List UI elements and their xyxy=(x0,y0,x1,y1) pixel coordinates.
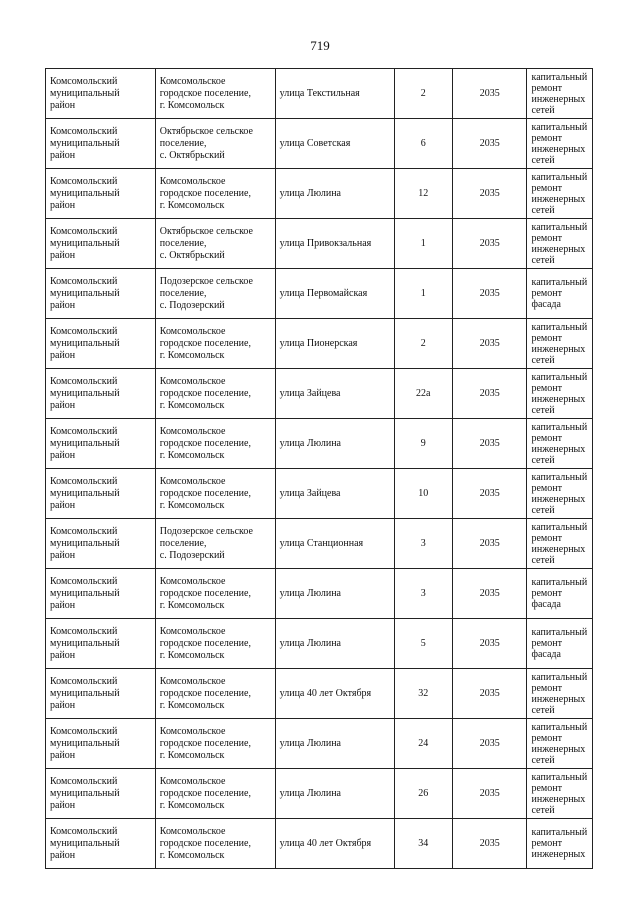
house-number-cell: 3 xyxy=(394,519,452,569)
page-number: 719 xyxy=(310,38,330,53)
table-row xyxy=(46,119,593,169)
house-number-cell: 22а xyxy=(394,369,452,419)
house-number-cell: 10 xyxy=(394,469,452,519)
table-row xyxy=(46,819,593,869)
settlement-cell: Октябрьское сельское поселение, с. Октябрьский xyxy=(155,119,275,169)
settlement-cell: Подозерское сельское поселение, с. Подозерский xyxy=(155,519,275,569)
house-number-cell: 2 xyxy=(394,319,452,369)
street-cell: улица 40 лет Октября xyxy=(275,669,394,719)
street-cell: улица Люлина xyxy=(275,419,394,469)
work-type-cell: капитальный ремонт инженерных сетей xyxy=(527,719,593,769)
district-cell: Комсомольский муниципальный район xyxy=(46,469,156,519)
work-type-cell: капитальный ремонт инженерных сетей xyxy=(527,219,593,269)
settlement-cell: Комсомольское городское поселение, г. Комсомольск xyxy=(155,669,275,719)
settlement-cell: Комсомольское городское поселение, г. Комсомольск xyxy=(155,419,275,469)
house-number-cell: 3 xyxy=(394,569,452,619)
district-cell: Комсомольский муниципальный район xyxy=(46,569,156,619)
house-number-cell: 12 xyxy=(394,169,452,219)
street-cell: улица Станционная xyxy=(275,519,394,569)
district-cell: Комсомольский муниципальный район xyxy=(46,819,156,869)
table-row xyxy=(46,369,593,419)
year-cell: 2035 xyxy=(452,569,527,619)
settlement-cell: Октябрьское сельское поселение, с. Октябрьский xyxy=(155,219,275,269)
house-number-cell: 1 xyxy=(394,219,452,269)
work-type-cell: капитальный ремонт инженерных сетей xyxy=(527,119,593,169)
table-row xyxy=(46,669,593,719)
table-row xyxy=(46,419,593,469)
table-row xyxy=(46,719,593,769)
street-cell: улица Люлина xyxy=(275,169,394,219)
table-row xyxy=(46,169,593,219)
house-number-cell: 1 xyxy=(394,269,452,319)
table-row xyxy=(46,619,593,669)
table-row xyxy=(46,269,593,319)
house-number-cell: 24 xyxy=(394,719,452,769)
settlement-cell: Комсомольское городское поселение, г. Комсомольск xyxy=(155,619,275,669)
year-cell: 2035 xyxy=(452,169,527,219)
year-cell: 2035 xyxy=(452,419,527,469)
work-type-cell: капитальный ремонт инженерных сетей xyxy=(527,419,593,469)
table-row xyxy=(46,319,593,369)
work-type-cell: капитальный ремонт инженерных сетей xyxy=(527,469,593,519)
street-cell: улица Пионерская xyxy=(275,319,394,369)
district-cell: Комсомольский муниципальный район xyxy=(46,319,156,369)
settlement-cell: Подозерское сельское поселение, с. Подозерский xyxy=(155,269,275,319)
settlement-cell: Комсомольское городское поселение, г. Комсомольск xyxy=(155,169,275,219)
settlement-cell: Комсомольское городское поселение, г. Комсомольск xyxy=(155,569,275,619)
year-cell: 2035 xyxy=(452,819,527,869)
street-cell: улица Зайцева xyxy=(275,369,394,419)
year-cell: 2035 xyxy=(452,469,527,519)
district-cell: Комсомольский муниципальный район xyxy=(46,619,156,669)
year-cell: 2035 xyxy=(452,69,527,119)
year-cell: 2035 xyxy=(452,219,527,269)
year-cell: 2035 xyxy=(452,669,527,719)
year-cell: 2035 xyxy=(452,769,527,819)
work-type-cell: капитальный ремонт инженерных сетей xyxy=(527,69,593,119)
district-cell: Комсомольский муниципальный район xyxy=(46,369,156,419)
house-number-cell: 32 xyxy=(394,669,452,719)
district-cell: Комсомольский муниципальный район xyxy=(46,769,156,819)
district-cell: Комсомольский муниципальный район xyxy=(46,269,156,319)
table-row xyxy=(46,219,593,269)
year-cell: 2035 xyxy=(452,519,527,569)
year-cell: 2035 xyxy=(452,719,527,769)
settlement-cell: Комсомольское городское поселение, г. Комсомольск xyxy=(155,769,275,819)
street-cell: улица Люлина xyxy=(275,719,394,769)
housing-repair-table xyxy=(45,68,593,869)
table-row xyxy=(46,519,593,569)
work-type-cell: капитальный ремонт фасада xyxy=(527,569,593,619)
house-number-cell: 26 xyxy=(394,769,452,819)
street-cell: улица Люлина xyxy=(275,619,394,669)
street-cell: улица 40 лет Октября xyxy=(275,819,394,869)
street-cell: улица Люлина xyxy=(275,769,394,819)
table-row xyxy=(46,769,593,819)
work-type-cell: капитальный ремонт инженерных сетей xyxy=(527,369,593,419)
street-cell: улица Зайцева xyxy=(275,469,394,519)
house-number-cell: 6 xyxy=(394,119,452,169)
district-cell: Комсомольский муниципальный район xyxy=(46,719,156,769)
street-cell: улица Советская xyxy=(275,119,394,169)
work-type-cell: капитальный ремонт инженерных сетей xyxy=(527,519,593,569)
district-cell: Комсомольский муниципальный район xyxy=(46,519,156,569)
house-number-cell: 9 xyxy=(394,419,452,469)
table-row xyxy=(46,569,593,619)
year-cell: 2035 xyxy=(452,319,527,369)
district-cell: Комсомольский муниципальный район xyxy=(46,119,156,169)
district-cell: Комсомольский муниципальный район xyxy=(46,669,156,719)
district-cell: Комсомольский муниципальный район xyxy=(46,69,156,119)
settlement-cell: Комсомольское городское поселение, г. Комсомольск xyxy=(155,469,275,519)
settlement-cell: Комсомольское городское поселение, г. Комсомольск xyxy=(155,69,275,119)
year-cell: 2035 xyxy=(452,119,527,169)
house-number-cell: 2 xyxy=(394,69,452,119)
work-type-cell: капитальный ремонт инженерных сетей xyxy=(527,169,593,219)
work-type-cell: капитальный ремонт инженерных сетей xyxy=(527,669,593,719)
settlement-cell: Комсомольское городское поселение, г. Комсомольск xyxy=(155,819,275,869)
year-cell: 2035 xyxy=(452,269,527,319)
street-cell: улица Первомайская xyxy=(275,269,394,319)
table-row xyxy=(46,469,593,519)
street-cell: улица Текстильная xyxy=(275,69,394,119)
district-cell: Комсомольский муниципальный район xyxy=(46,219,156,269)
table-row xyxy=(46,69,593,119)
work-type-cell: капитальный ремонт инженерных сетей xyxy=(527,319,593,369)
work-type-cell: капитальный ремонт фасада xyxy=(527,269,593,319)
work-type-cell: капитальный ремонт инженерных xyxy=(527,819,593,869)
street-cell: улица Люлина xyxy=(275,569,394,619)
street-cell: улица Привокзальная xyxy=(275,219,394,269)
house-number-cell: 34 xyxy=(394,819,452,869)
settlement-cell: Комсомольское городское поселение, г. Комсомольск xyxy=(155,719,275,769)
district-cell: Комсомольский муниципальный район xyxy=(46,419,156,469)
work-type-cell: капитальный ремонт фасада xyxy=(527,619,593,669)
house-number-cell: 5 xyxy=(394,619,452,669)
work-type-cell: капитальный ремонт инженерных сетей xyxy=(527,769,593,819)
year-cell: 2035 xyxy=(452,619,527,669)
settlement-cell: Комсомольское городское поселение, г. Комсомольск xyxy=(155,369,275,419)
year-cell: 2035 xyxy=(452,369,527,419)
settlement-cell: Комсомольское городское поселение, г. Комсомольск xyxy=(155,319,275,369)
district-cell: Комсомольский муниципальный район xyxy=(46,169,156,219)
